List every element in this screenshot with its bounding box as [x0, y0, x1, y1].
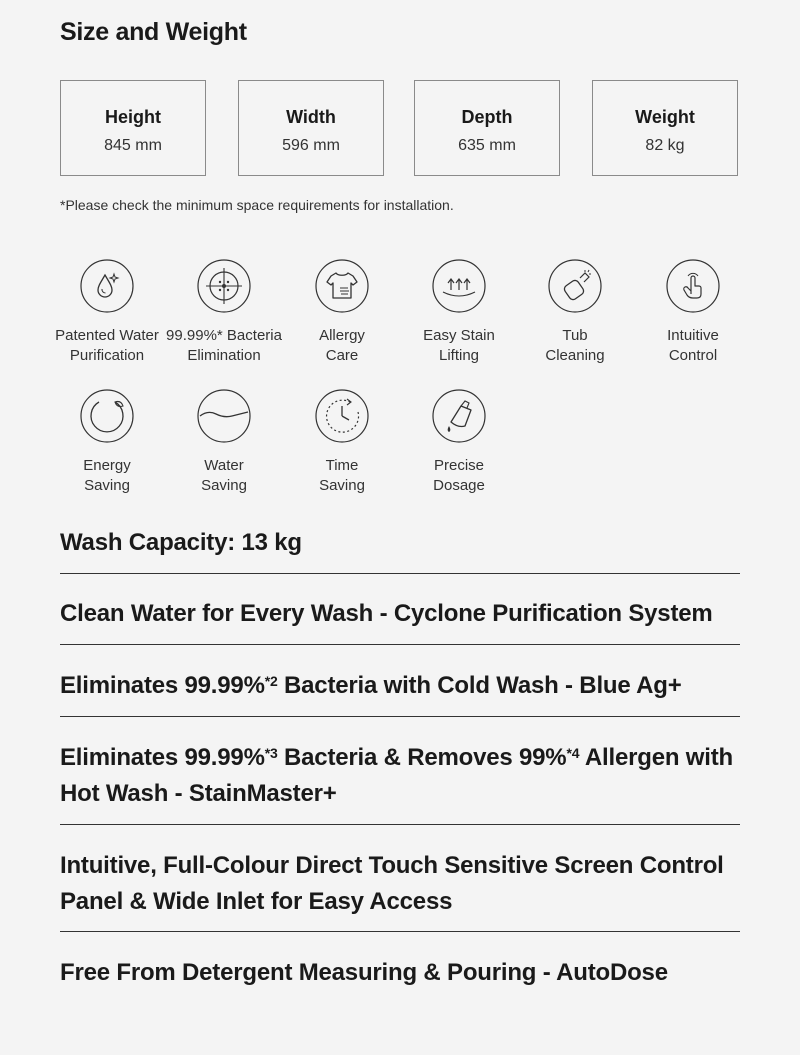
feature-label: Patented Water Purification — [55, 327, 159, 364]
spec-list — [60, 520, 740, 991]
spec-wash-capacity: Wash Capacity: 13 kg — [60, 520, 740, 574]
spec-text: Bacteria & Removes 99% — [277, 744, 567, 771]
footnote-marker: *3 — [264, 745, 278, 761]
dimension-width — [238, 80, 384, 176]
feature-label: Intuitive Control — [667, 327, 719, 364]
feature-allergy-care — [277, 258, 407, 366]
feature-intuitive-control — [628, 258, 758, 366]
clock-arrow-icon — [314, 388, 370, 444]
footnote-marker: *4 — [566, 745, 580, 761]
feature-label: Time Saving — [319, 457, 365, 494]
detergent-dosage-icon — [431, 388, 487, 444]
water-drop-sparkle-icon — [79, 258, 135, 314]
section-title-size-weight: Size and Weight — [60, 18, 247, 46]
spec-text: Bacteria with Cold Wash - Blue Ag+ — [277, 672, 682, 699]
feature-time-saving — [277, 388, 407, 496]
dimension-label: Depth — [461, 107, 513, 127]
dimension-weight — [592, 80, 738, 176]
feature-label: Precise Dosage — [433, 457, 485, 494]
feature-label: Allergy Care — [319, 327, 365, 364]
feature-label: 99.99%* Bacteria Elimination — [166, 327, 282, 364]
feature-tub-cleaning — [510, 258, 640, 366]
dimensions-row — [60, 80, 740, 178]
touch-finger-icon — [665, 258, 721, 314]
spec-text: Eliminates 99.99% — [60, 744, 265, 771]
feature-water-purification — [42, 258, 172, 366]
spec-touch-screen: Intuitive, Full-Colour Direct Touch Sensitive Screen Control Panel & Wide Inlet for Easy Access — [60, 825, 740, 932]
feature-label: Water Saving — [201, 457, 247, 494]
spec-cyclone-purification: Clean Water for Every Wash - Cyclone Purification System — [60, 574, 740, 645]
feature-energy-saving — [42, 388, 172, 496]
dimension-value: 845 mm — [104, 137, 162, 154]
dimension-label: Width — [286, 107, 336, 127]
installation-note: *Please check the minimum space requirements for installation. — [60, 197, 454, 213]
dimension-label: Weight — [635, 107, 695, 127]
feature-label: Energy Saving — [83, 457, 131, 494]
spec-blue-ag — [60, 645, 740, 717]
dimension-value: 82 kg — [645, 137, 685, 154]
spec-text: Allergen with Hot Wash - StainMaster+ — [60, 744, 733, 807]
dimension-height — [60, 80, 206, 176]
feature-icons-grid — [0, 258, 800, 508]
feature-label: Easy Stain Lifting — [423, 327, 495, 364]
tshirt-hand-icon — [314, 258, 370, 314]
feature-easy-stain-lifting — [394, 258, 524, 366]
crosshair-target-icon — [196, 258, 252, 314]
spray-bottle-icon — [547, 258, 603, 314]
feature-label: Tub Cleaning — [545, 327, 605, 364]
feature-water-saving — [159, 388, 289, 496]
footnote-marker: *2 — [264, 673, 278, 689]
spec-stainmaster — [60, 717, 740, 825]
dimension-value: 596 mm — [282, 137, 340, 154]
spec-text: Eliminates 99.99% — [60, 672, 265, 699]
dimension-value: 635 mm — [458, 137, 516, 154]
feature-bacteria-elimination — [159, 258, 289, 366]
dimension-label: Height — [105, 107, 161, 127]
leaf-cycle-icon — [79, 388, 135, 444]
spec-autodose: Free From Detergent Measuring & Pouring - AutoDose — [60, 959, 668, 986]
dimension-depth — [414, 80, 560, 176]
feature-precise-dosage — [394, 388, 524, 496]
arrows-up-icon — [431, 258, 487, 314]
wave-icon — [196, 388, 252, 444]
